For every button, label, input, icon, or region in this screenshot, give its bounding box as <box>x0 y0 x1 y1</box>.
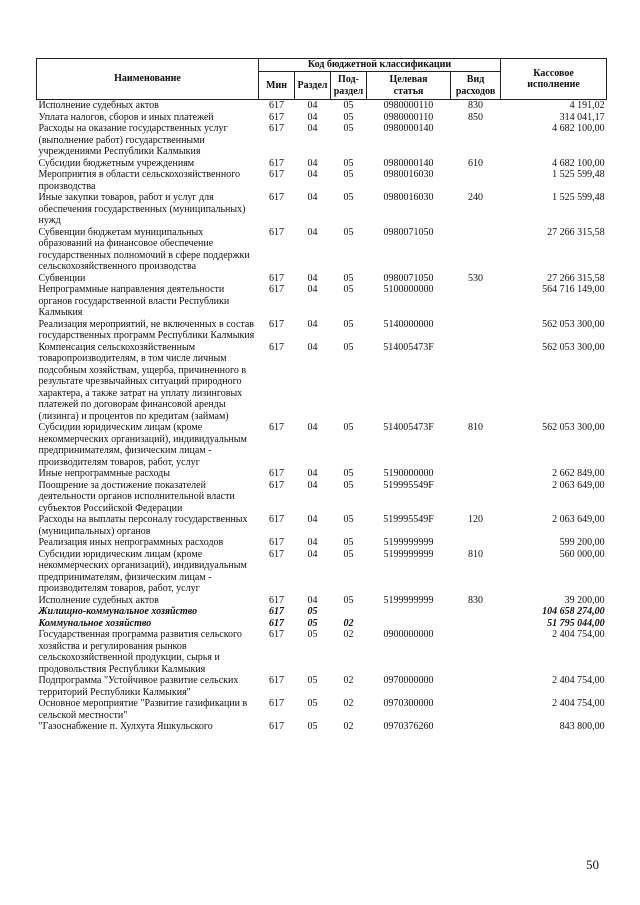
page-number: 50 <box>586 857 599 872</box>
cell-cs: 5190000000 <box>383 468 434 479</box>
cell-vr: 810 <box>468 548 484 560</box>
cell-vr <box>451 537 501 549</box>
cell-name: Субсидии юридическим лицам (кроме некоммерческих организаций), индивидуальным предпринимателям, физическим лицам - производителям товаров, работ, услуг <box>38 548 247 594</box>
cell-name: Иные непрограммные расходы <box>38 468 170 479</box>
cell-rz: 04 <box>307 537 318 548</box>
cell-name: Субсидии бюджетным учреждениям <box>38 157 195 169</box>
cell-vr: 120 <box>468 514 484 525</box>
cell-pr: 05 <box>343 226 354 238</box>
cell-sum: 564 716 149,00 <box>542 284 605 295</box>
cell-vr: 850 <box>468 111 484 123</box>
cell-pr: 05 <box>343 123 354 134</box>
cell-sum: 562 053 300,00 <box>542 318 605 330</box>
cell-vr <box>451 698 501 721</box>
header-kassovoe: Кассовое исполнение <box>501 59 607 100</box>
cell-name: Субвенции бюджетам муниципальных образований на финансовое обеспечение государственных полномочий в сфере поддержки сельскохозяйственного производства <box>38 226 250 272</box>
cell-min: 617 <box>269 479 284 491</box>
cell-cs: 514005473F <box>383 422 434 433</box>
cell-rz: 04 <box>307 123 318 134</box>
cell-rz: 05 <box>307 721 318 732</box>
cell-pr: 05 <box>343 514 354 525</box>
cell-pr: 05 <box>343 422 354 433</box>
header-razdel: Раздел <box>295 72 331 100</box>
cell-min: 617 <box>269 606 284 617</box>
cell-name: Компенсация сельскохозяйственным товаропроизводителям, в том числе личным подсобным хозяйствам, ущерба, причиненного в результате чрезвычайных ситуаций природного характера, а также затрат на уплату лизинговых платежей по договорам финансовой аренды (лизинга) и процентов по кредитам (займам) <box>38 341 247 422</box>
table-row <box>37 123 607 158</box>
table-row <box>37 192 607 227</box>
cell-vr: 240 <box>468 192 484 203</box>
cell-rz: 04 <box>307 157 318 169</box>
cell-cs: 0970376260 <box>383 721 434 732</box>
cell-cs: 5100000000 <box>383 284 434 295</box>
cell-rz: 05 <box>307 629 318 640</box>
cell-rz: 04 <box>307 514 318 525</box>
cell-min: 617 <box>269 226 284 238</box>
cell-vr: 830 <box>468 100 484 111</box>
cell-cs: 0980016030 <box>383 192 434 203</box>
cell-sum: 2 404 754,00 <box>552 698 605 709</box>
cell-name: Субсидии юридическим лицам (кроме некоммерческих организаций), индивидуальным предпринимателям, физическим лицам - производителям товаров, работ, услуг <box>38 422 247 468</box>
table-row <box>37 537 607 549</box>
cell-vr <box>451 721 501 733</box>
cell-min: 617 <box>269 111 284 123</box>
cell-rz: 04 <box>307 169 318 180</box>
cell-rz: 04 <box>307 226 318 238</box>
cell-sum: 562 053 300,00 <box>542 422 605 433</box>
cell-min: 617 <box>269 514 284 525</box>
cell-pr: 05 <box>343 272 354 284</box>
cell-min: 617 <box>269 698 284 709</box>
cell-cs: 0980071050 <box>383 226 434 238</box>
cell-rz: 05 <box>307 698 318 709</box>
cell-min: 617 <box>269 629 284 640</box>
table-row <box>37 629 607 675</box>
cell-min: 617 <box>269 100 284 111</box>
header-name: Наименование <box>37 59 259 100</box>
cell-rz: 04 <box>307 100 318 111</box>
cell-name: Непрограммные направления деятельности органов государственной власти Республики Калмыкия <box>38 284 230 318</box>
cell-name: Коммунальное хозяйство <box>38 617 152 629</box>
cell-vr <box>451 468 501 480</box>
cell-sum: 2 404 754,00 <box>552 629 605 640</box>
cell-cs: 0980000110 <box>383 111 434 123</box>
cell-cs: 519995549F <box>383 479 434 491</box>
cell-vr <box>451 169 501 192</box>
cell-name: Реализация мероприятий, не включенных в состав государственных программ Республики Калмыкия <box>38 318 255 341</box>
table-row <box>37 273 607 285</box>
cell-cs <box>367 606 451 618</box>
cell-pr: 02 <box>343 675 354 686</box>
cell-sum: 1 525 599,48 <box>552 192 605 203</box>
cell-sum: 27 266 315,58 <box>547 272 605 284</box>
cell-pr: 05 <box>343 548 354 560</box>
cell-name: Мероприятия в области сельскохозяйственного производства <box>38 169 241 192</box>
cell-cs: 5199999999 <box>383 548 434 560</box>
header-code-group: Код бюджетной классификации <box>259 59 501 72</box>
cell-sum: 599 200,00 <box>559 537 605 548</box>
cell-rz: 05 <box>307 675 318 686</box>
cell-rz: 04 <box>307 318 318 330</box>
cell-sum: 4 682 100,00 <box>552 157 605 169</box>
cell-vr <box>451 480 501 515</box>
cell-rz: 04 <box>307 548 318 560</box>
budget-document-page <box>36 58 606 733</box>
cell-min: 617 <box>269 468 284 479</box>
cell-cs: 0980071050 <box>383 272 434 284</box>
cell-name: Расходы на выплаты персоналу государственных (муниципальных) органов <box>38 514 248 537</box>
table-row <box>37 158 607 170</box>
cell-vr <box>451 319 501 342</box>
cell-min: 617 <box>269 617 284 629</box>
cell-min: 617 <box>269 272 284 284</box>
table-row <box>37 618 607 630</box>
cell-min: 617 <box>269 594 284 606</box>
cell-sum: 560 000,00 <box>559 548 605 560</box>
cell-sum: 1 525 599,48 <box>552 169 605 180</box>
cell-vr <box>451 227 501 273</box>
cell-cs: 5140000000 <box>383 318 434 330</box>
cell-cs: 5199999999 <box>383 537 434 548</box>
cell-cs: 519995549F <box>383 514 434 525</box>
cell-name: Жилищно-коммунальное хозяйство <box>38 606 198 617</box>
cell-pr: 02 <box>343 698 354 709</box>
cell-rz: 04 <box>307 272 318 284</box>
table-row <box>37 112 607 124</box>
cell-sum: 104 658 274,00 <box>542 606 605 617</box>
cell-cs: 0900000000 <box>383 629 434 640</box>
cell-rz: 05 <box>307 617 318 629</box>
cell-pr: 05 <box>343 100 354 111</box>
cell-sum: 27 266 315,58 <box>547 226 605 238</box>
cell-vr <box>451 675 501 698</box>
table-row <box>37 319 607 342</box>
cell-name: Подпрограмма "Устойчивое развитие сельских территорий Республики Калмыкия" <box>38 675 239 698</box>
table-row <box>37 675 607 698</box>
cell-rz: 05 <box>307 606 318 617</box>
cell-min: 617 <box>269 169 284 180</box>
budget-table-body <box>37 100 607 733</box>
cell-min: 617 <box>269 721 284 732</box>
cell-pr: 05 <box>343 318 354 330</box>
cell-rz: 04 <box>307 468 318 479</box>
cell-sum: 39 200,00 <box>564 594 605 606</box>
cell-cs: 0980000140 <box>383 157 434 169</box>
cell-pr: 05 <box>343 192 354 203</box>
cell-vr <box>451 629 501 675</box>
cell-pr: 05 <box>343 111 354 123</box>
cell-name: Иные закупки товаров, работ и услуг для обеспечения государственных (муниципальных) нужд <box>38 192 246 226</box>
header-podrazdel: Под- раздел <box>331 72 367 100</box>
cell-pr: 05 <box>343 284 354 295</box>
cell-cs <box>367 618 451 630</box>
cell-vr: 810 <box>468 422 484 433</box>
cell-min: 617 <box>269 675 284 686</box>
cell-name: "Газоснабжение п. Хулхута Яшкульского <box>38 721 213 732</box>
cell-cs: 5199999999 <box>383 594 434 606</box>
cell-pr: 02 <box>343 721 354 732</box>
cell-rz: 04 <box>307 192 318 203</box>
table-row <box>37 227 607 273</box>
cell-min: 617 <box>269 284 284 295</box>
table-row <box>37 169 607 192</box>
cell-vr: 610 <box>468 157 484 169</box>
cell-sum: 2 063 649,00 <box>552 479 605 491</box>
cell-name: Расходы на оказание государственных услуг (выполнение работ) государственными учреждениями Республики Калмыкия <box>38 123 228 157</box>
cell-name: Поощрение за достижение показателей деятельности органов исполнительной власти субъектов Российской Федерации <box>38 479 235 514</box>
cell-sum: 562 053 300,00 <box>542 341 605 353</box>
cell-cs: 0970000000 <box>383 675 434 686</box>
cell-pr: 05 <box>343 169 354 180</box>
cell-pr: 05 <box>343 479 354 491</box>
header-min: Мин <box>259 72 295 100</box>
cell-vr <box>451 123 501 158</box>
cell-rz: 04 <box>307 479 318 491</box>
header-celevaya: Целевая статья <box>367 72 451 100</box>
table-row <box>37 721 607 733</box>
table-row <box>37 480 607 515</box>
cell-min: 617 <box>269 123 284 134</box>
cell-pr: 02 <box>343 617 354 629</box>
table-row <box>37 342 607 423</box>
cell-name: Субвенции <box>38 272 86 284</box>
cell-cs: 0980016030 <box>383 169 434 180</box>
cell-name: Уплата налогов, сборов и иных платежей <box>38 111 214 123</box>
cell-sum: 2 063 649,00 <box>552 514 605 525</box>
cell-vr <box>451 342 501 423</box>
cell-pr: 05 <box>343 537 354 548</box>
cell-sum: 4 682 100,00 <box>552 123 605 134</box>
cell-pr: 02 <box>343 629 354 640</box>
cell-name: Исполнение судебных актов <box>38 594 159 606</box>
cell-name: Государственная программа развития сельского хозяйства и регулирования рынков сельскохозяйственной продукции, сырья и продовольствия Республики Калмыкия <box>38 629 242 675</box>
header-vid: Вид расходов <box>451 72 501 100</box>
cell-vr <box>451 284 501 319</box>
cell-sum: 4 191,02 <box>569 100 605 111</box>
cell-name: Исполнение судебных актов <box>38 100 159 111</box>
table-row <box>37 100 607 112</box>
table-row <box>37 284 607 319</box>
table-row <box>37 468 607 480</box>
cell-pr: 05 <box>343 594 354 606</box>
cell-vr: 530 <box>468 272 484 284</box>
cell-rz: 04 <box>307 284 318 295</box>
table-row <box>37 595 607 607</box>
cell-vr <box>451 606 501 618</box>
cell-rz: 04 <box>307 594 318 606</box>
cell-min: 617 <box>269 422 284 433</box>
cell-cs: 0970300000 <box>383 698 434 709</box>
cell-min: 617 <box>269 341 284 353</box>
cell-cs: 0980000110 <box>383 100 434 111</box>
cell-pr: 05 <box>343 468 354 479</box>
cell-min: 617 <box>269 548 284 560</box>
cell-cs: 0980000140 <box>383 123 434 134</box>
table-row <box>37 549 607 595</box>
cell-sum: 2 404 754,00 <box>552 675 605 686</box>
cell-sum: 2 662 849,00 <box>552 468 605 479</box>
cell-vr: 830 <box>468 594 484 606</box>
cell-sum: 314 041,17 <box>559 111 605 123</box>
cell-min: 617 <box>269 318 284 330</box>
cell-rz: 04 <box>307 111 318 123</box>
table-row <box>37 698 607 721</box>
budget-table <box>36 58 607 733</box>
cell-rz: 04 <box>307 422 318 433</box>
cell-vr <box>451 618 501 630</box>
cell-name: Реализация иных непрограммных расходов <box>38 537 224 548</box>
cell-min: 617 <box>269 537 284 548</box>
cell-min: 617 <box>269 157 284 169</box>
cell-pr: 05 <box>343 341 354 353</box>
cell-pr <box>331 606 367 618</box>
cell-cs: 514005473F <box>383 341 434 353</box>
cell-sum: 51 795 044,00 <box>547 617 605 629</box>
cell-rz: 04 <box>307 341 318 353</box>
table-row <box>37 606 607 618</box>
cell-sum: 843 800,00 <box>559 721 605 732</box>
table-row <box>37 422 607 468</box>
table-row <box>37 514 607 537</box>
cell-pr: 05 <box>343 157 354 169</box>
cell-name: Основное мероприятие "Развитие газификации в сельской местности" <box>38 698 248 721</box>
cell-min: 617 <box>269 192 284 203</box>
